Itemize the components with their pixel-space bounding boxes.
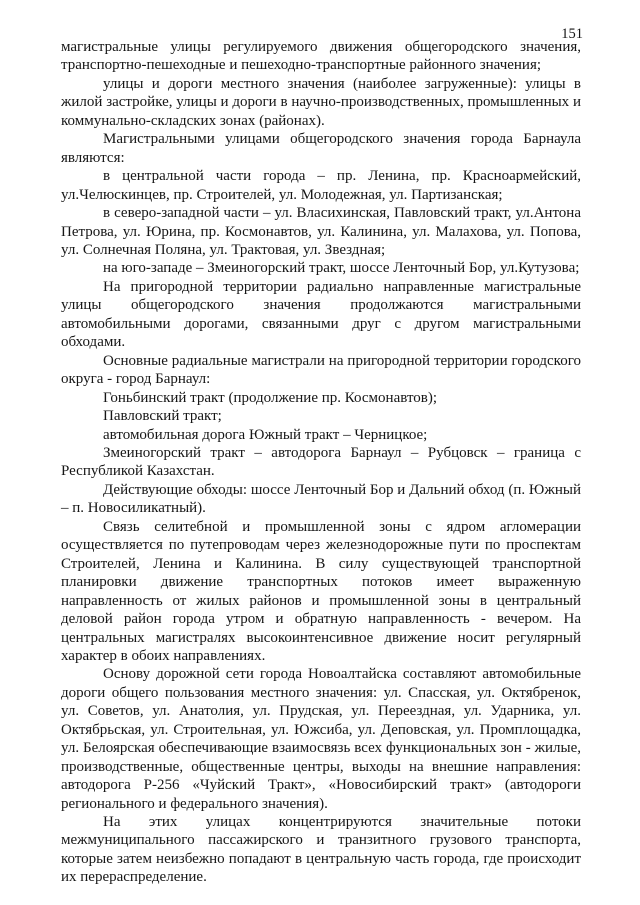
paragraph: На пригородной территории радиально направленные магистральные улицы общегородского значения продолжаются магистральными автомобильными дорогами, связанными друг с другом магистральными обходами. [61, 278, 581, 351]
paragraph: Связь селитебной и промышленной зоны с ядром агломерации осуществляется по путепроводам через железнодорожные пути по проспектам Строителей, Ленина и Калинина. В силу существующей транспортной планировки движение транспортных потоков имеет выраженную направленность от жилых районов и промышленной зоны в центральный деловой район города утром и обратную направленность - вечером. На центральных магистралях высокоинтенсивное движение носит регулярный характер в обоих направлениях. [61, 518, 581, 664]
paragraph: на юго-западе – Змеиногорский тракт, шоссе Ленточный Бор, ул.Кутузова; [103, 260, 580, 277]
paragraph: Гоньбинский тракт (продолжение пр. Космонавтов); [103, 389, 438, 406]
paragraph: Основу дорожной сети города Новоалтайска составляют автомобильные дороги общего пользования местного значения: ул. Спасская, ул. Октябренок, ул. Советов, ул. Анатолия, ул. Прудская, ул. Переездная, ул. Ударника, ул. Октябрьская, ул. Строительная, ул. Южсиба, ул. Деповская, ул. Промплощадка, ул. Белоярская обеспечивающие взаимосвязь всех функциональных зон - жилые, производственные, общественные центры, выходы на внешние направления: автодорога Р-256 «Чуйский Тракт», «Новосибирский тракт» (автодороги регионального и федерального значения). [61, 666, 581, 812]
paragraph: в северо-западной части – ул. Власихинская, Павловский тракт, ул.Антона Петрова, ул. Юрина, пр. Космонавтов, ул. Калинина, ул. Малахова, ул. Попова, ул. Солнечная Поляна, ул. Трактовая, ул. Звездная; [61, 205, 581, 258]
page-number: 151 [561, 26, 583, 42]
paragraph: Основные радиальные магистрали на пригородной территории городского округа - город Барнаул: [61, 352, 581, 388]
paragraph: автомобильная дорога Южный тракт – Черницкое; [103, 426, 428, 443]
paragraph: Действующие обходы: шоссе Ленточный Бор и Дальний обход (п. Южный – п. Новосиликатный). [61, 481, 581, 517]
paragraph: Змеиногорский тракт – автодорога Барнаул – Рубцовск – граница с Республикой Казахстан. [61, 444, 581, 480]
paragraph: Магистральными улицами общегородского значения города Барнаула являются: [61, 131, 581, 166]
paragraph: Павловский тракт; [103, 408, 222, 425]
paragraph: магистральные улицы регулируемого движения общегородского значения, транспортно-пешеходные и пешеходно-транспортные районного значения; [61, 39, 581, 74]
paragraph: улицы и дороги местного значения (наиболее загруженные): улицы в жилой застройке, улицы и дороги в научно-производственных, промышленных и коммунально-складских зонах (районах). [61, 75, 581, 129]
paragraph: в центральной части города – пр. Ленина, пр. Красноармейский, ул.Челюскинцев, пр. Строителей, ул. Молодежная, ул. Партизанская; [61, 168, 581, 203]
document-body [61, 38, 581, 887]
paragraph: На этих улицах концентрируются значительные потоки межмуниципального пассажирского и транзитного грузового транспорта, которые затем неизбежно попадают в центральную часть города, где происходит их перераспределение. [61, 814, 581, 886]
